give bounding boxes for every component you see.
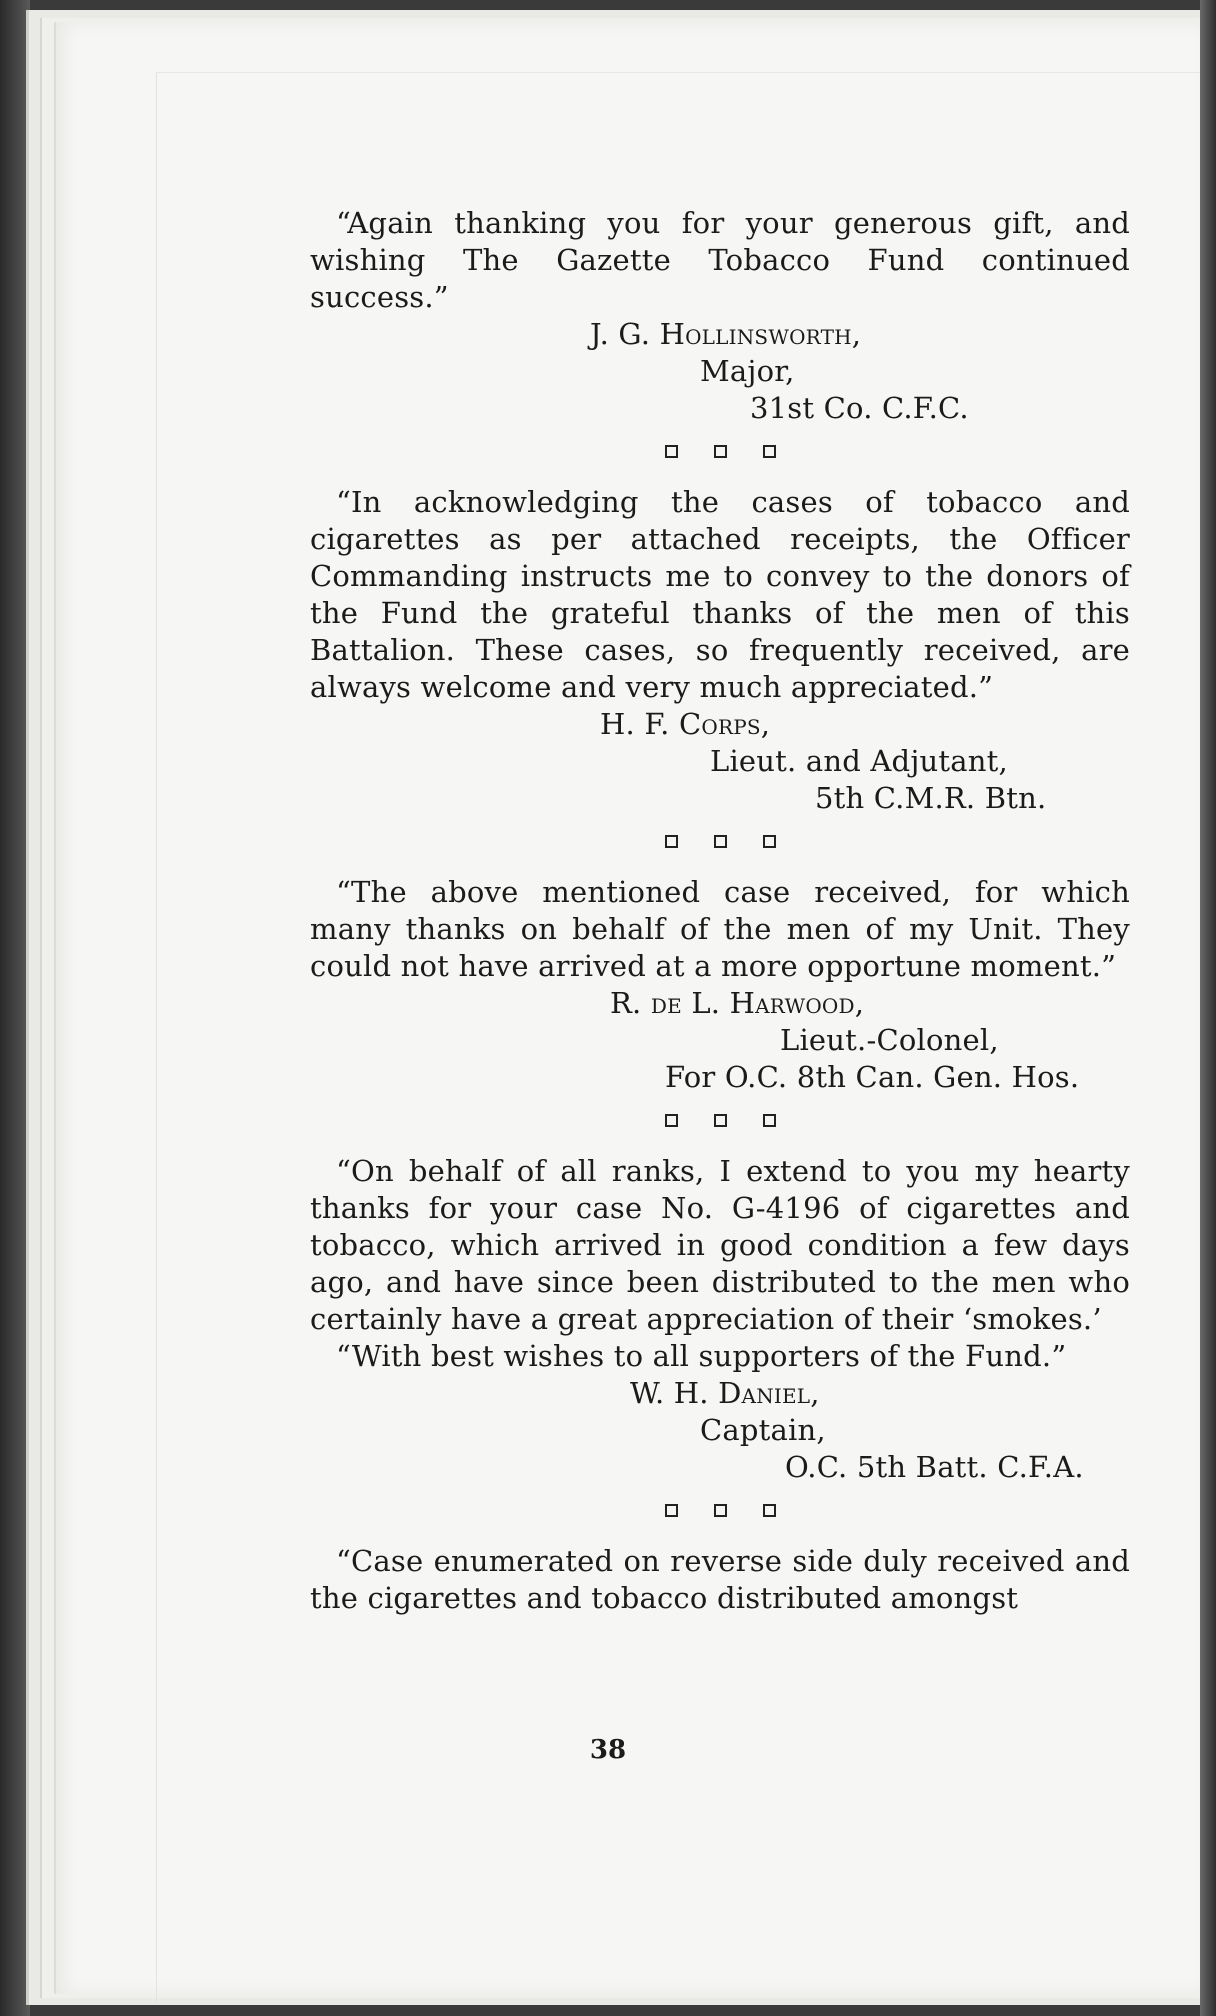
letter-5-paragraph-1: “Case enumerated on reverse side duly received and the cigarettes and tobacco distributed amongst [310,1544,1130,1615]
signatory-name: W. H. Daniel, [630,1376,820,1410]
separator-square-icon [665,1504,678,1517]
signatory-rank: Lieut.-Colonel, [780,1023,999,1057]
letter-1-paragraph-1: “Again thanking you for your generous gift, and wishing The Gazette Tobacco Fund continued success.” [310,206,1130,314]
page-text [310,205,1130,1617]
separator-square-icon [665,835,678,848]
separator-square-icon [714,835,727,848]
section-separator [310,1114,1130,1127]
signatory-rank: Major, [700,354,795,388]
section-separator [310,1504,1130,1517]
separator-square-icon [714,445,727,458]
signatory-name: J. G. Hollinsworth, [590,317,862,351]
page-number: 38 [589,1735,627,1765]
letter-2-signature [310,706,1130,817]
separator-square-icon [714,1504,727,1517]
signatory-rank: Lieut. and Adjutant, [710,744,1008,778]
separator-square-icon [763,1504,776,1517]
book-edge-right [1200,0,1216,2016]
separator-square-icon [714,1114,727,1127]
letter-4-signature [310,1375,1130,1486]
separator-square-icon [665,445,678,458]
letter-5 [310,1543,1130,1617]
section-separator [310,445,1130,458]
separator-square-icon [665,1114,678,1127]
letter-3-signature [310,985,1130,1096]
letter-3 [310,874,1130,1096]
signatory-unit: 5th C.M.R. Btn. [815,781,1047,815]
signatory-unit: For O.C. 8th Can. Gen. Hos. [665,1060,1080,1094]
letter-4-paragraph-1: “On behalf of all ranks, I extend to you my hearty thanks for your case No. G-4196 of cigarettes and tobacco, which arrived in good condition a few days ago, and have since been distributed to the men who certainly have a great appreciation of their ‘smokes.’ [310,1154,1130,1336]
signatory-name: R. de L. Harwood, [610,986,865,1020]
separator-square-icon [763,1114,776,1127]
signatory-unit: O.C. 5th Batt. C.F.A. [785,1450,1084,1484]
letter-4-paragraph-2: “With best wishes to all supporters of the Fund.” [336,1339,1067,1373]
section-separator [310,835,1130,848]
letter-4 [310,1153,1130,1486]
signatory-unit: 31st Co. C.F.C. [750,391,969,425]
letter-2-paragraph-1: “In acknowledging the cases of tobacco and cigarettes as per attached receipts, the Officer Commanding instructs me to convey to the donors of the Fund the grateful thanks of the men of this Battalion. These cases, so frequently received, are always welcome and very much appreciated.” [310,485,1130,704]
signatory-name: H. F. Corps, [600,707,771,741]
separator-square-icon [763,835,776,848]
letter-3-paragraph-1: “The above mentioned case received, for which many thanks on behalf of the men of my Unit. They could not have arrived at a more opportune moment.” [310,875,1130,983]
signatory-rank: Captain, [700,1413,826,1447]
letter-2 [310,484,1130,817]
letter-1 [310,205,1130,427]
letter-1-signature [310,316,1130,427]
separator-square-icon [763,445,776,458]
